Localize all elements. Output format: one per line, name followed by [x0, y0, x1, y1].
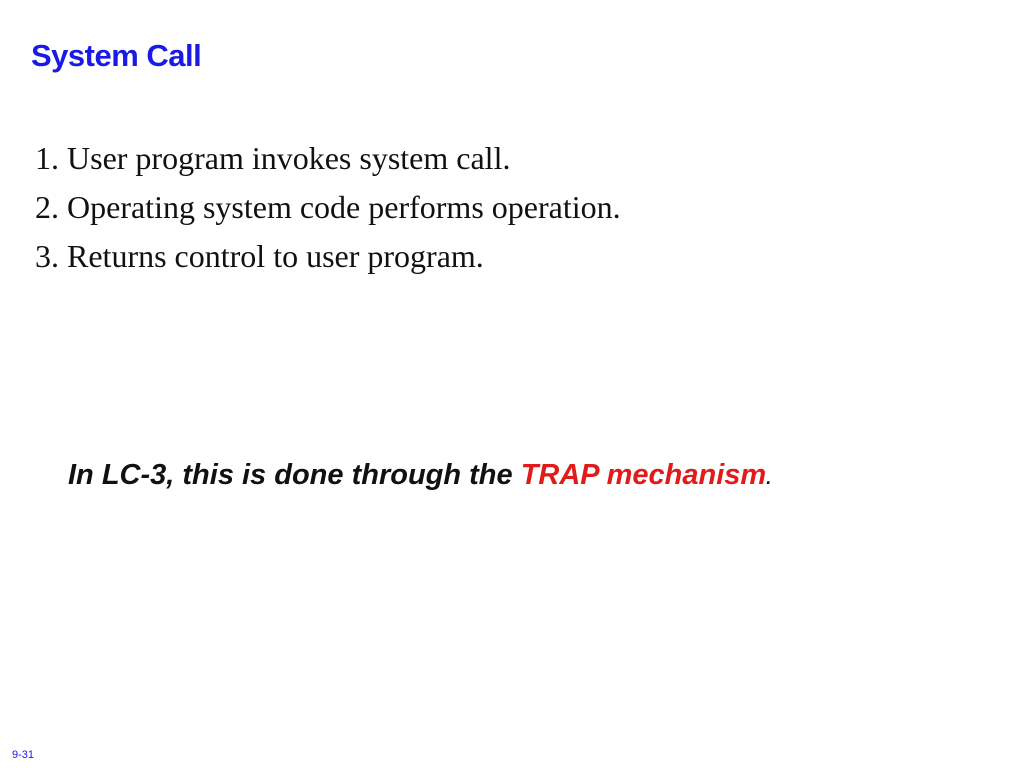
trap-mechanism-highlight: TRAP mechanism — [520, 459, 767, 491]
steps-list — [35, 134, 621, 281]
lc3-note — [68, 459, 771, 492]
slide-title: System Call — [31, 38, 202, 73]
lc3-note-prefix: In LC-3, this is done through the — [68, 459, 521, 491]
slide-number: 9-31 — [12, 749, 35, 761]
step-item: 1. User program invokes system call. — [35, 140, 511, 176]
step-item: 2. Operating system code performs operation. — [35, 189, 621, 225]
lc3-note-suffix: . — [766, 468, 772, 488]
step-item: 3. Returns control to user program. — [35, 238, 484, 274]
